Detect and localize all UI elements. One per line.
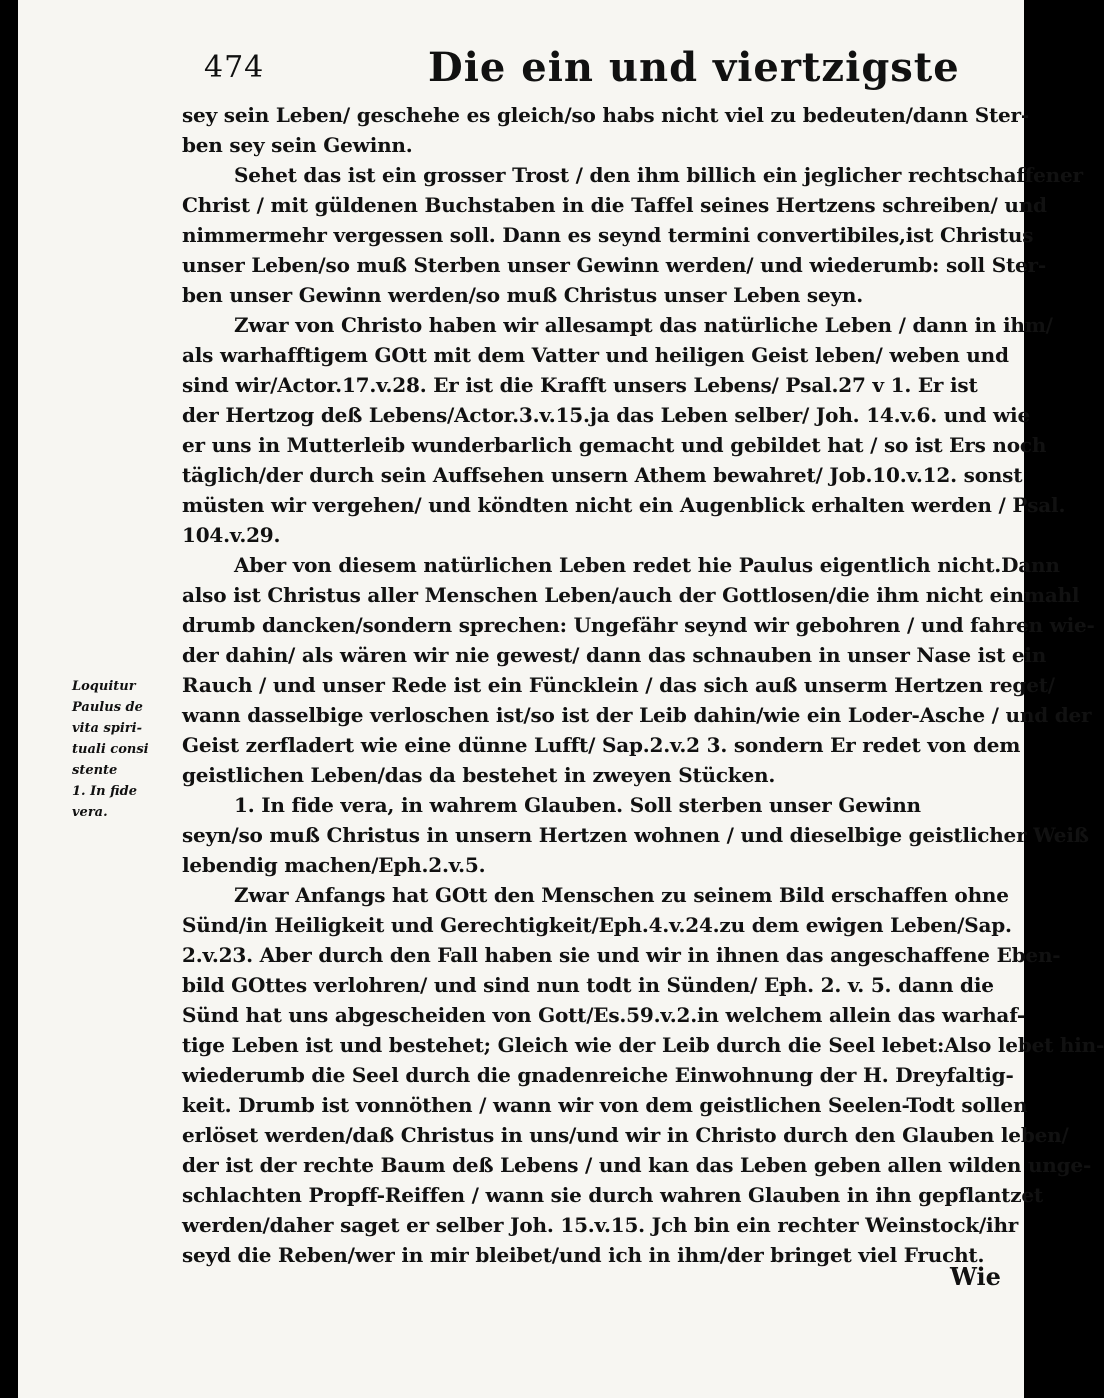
text-line: drumb dancken/sondern sprechen: Ungefähr seynd wir gebohren / und fahren wie-	[182, 613, 1095, 637]
margin-note-line: stente	[72, 763, 118, 778]
text-line: Sehet das ist ein grosser Trost / den ihm billich ein jeglicher rechtschaffener	[234, 163, 1083, 187]
text-line: sey sein Leben/ geschehe es gleich/so habs nicht viel zu bedeuten/dann Ster-	[182, 103, 1029, 127]
text-line: seyn/so muß Christus in unsern Hertzen wohnen / und dieselbige geistlicher Weiß	[182, 823, 1089, 847]
body-text	[182, 100, 1104, 1270]
text-line: unser Leben/so muß Sterben unser Gewinn werden/ und wiederumb: soll Ster-	[182, 253, 1046, 277]
text-line: wann dasselbige verloschen ist/so ist der Leib dahin/wie ein Loder-Asche / und der	[182, 703, 1092, 727]
text-line: tige Leben ist und bestehet; Gleich wie der Leib durch die Seel lebet:Also lebet hin-	[182, 1033, 1104, 1057]
text-line: seyd die Reben/wer in mir bleibet/und ich in ihm/der bringet viel Frucht.	[182, 1243, 985, 1267]
text-line: erlöset werden/daß Christus in uns/und wir in Christo durch den Glauben leben/	[182, 1123, 1069, 1147]
text-line: wiederumb die Seel durch die gnadenreiche Einwohnung der H. Dreyfaltig-	[182, 1063, 1014, 1087]
margin-note-line: vera.	[72, 805, 108, 820]
text-line: also ist Christus aller Menschen Leben/auch der Gottlosen/die ihm nicht einmahl	[182, 583, 1080, 607]
catchword: Wie	[950, 1262, 1001, 1291]
text-line: Geist zerfladert wie eine dünne Lufft/ Sap.2.v.2 3. sondern Er redet von dem	[182, 733, 1021, 757]
text-line: ben unser Gewinn werden/so muß Christus unser Leben seyn.	[182, 283, 864, 307]
margin-note-line: Loquitur	[72, 679, 136, 694]
text-line: geistlichen Leben/das da bestehet in zweyen Stücken.	[182, 763, 776, 787]
text-line: schlachten Propff-Reiffen / wann sie durch wahren Glauben in ihn gepflantzet	[182, 1183, 1043, 1207]
text-line: der Hertzog deß Lebens/Actor.3.v.15.ja das Leben selber/ Joh. 14.v.6. und wie	[182, 403, 1030, 427]
text-line: Sünd hat uns abgescheiden von Gott/Es.59.v.2.in welchem allein das warhaf-	[182, 1003, 1025, 1027]
text-line: bild GOttes verlohren/ und sind nun todt in Sünden/ Eph. 2. v. 5. dann die	[182, 973, 994, 997]
text-line: Sünd/in Heiligkeit und Gerechtigkeit/Eph.4.v.24.zu dem ewigen Leben/Sap.	[182, 913, 1012, 937]
text-line: nimmermehr vergessen soll. Dann es seynd termini convertibiles,ist Christus	[182, 223, 1034, 247]
text-line: 104.v.29.	[182, 523, 281, 547]
text-line: werden/daher saget er selber Joh. 15.v.15. Jch bin ein rechter Weinstock/ihr	[182, 1213, 1019, 1237]
text-line: als warhafftigem GOtt mit dem Vatter und heiligen Geist leben/ weben und	[182, 343, 1009, 367]
text-line: der ist der rechte Baum deß Lebens / und kan das Leben geben allen wilden unge-	[182, 1153, 1092, 1177]
margin-note-line: vita spiri-	[72, 721, 142, 736]
running-title: Die ein und viertzigste	[428, 44, 960, 91]
text-line: 1. In fide vera, in wahrem Glauben. Soll sterben unser Gewinn	[234, 793, 921, 817]
margin-note-line: Paulus de	[72, 700, 143, 715]
text-line: Zwar von Christo haben wir allesampt das natürliche Leben / dann in ihm/	[234, 313, 1053, 337]
margin-note-line: tuali consi	[72, 742, 149, 757]
text-line: täglich/der durch sein Auffsehen unsern Athem bewahret/ Job.10.v.12. sonst	[182, 463, 1023, 487]
page-number: 474	[204, 50, 265, 85]
text-line: sind wir/Actor.17.v.28. Er ist die Krafft unsers Lebens/ Psal.27 v 1. Er ist	[182, 373, 978, 397]
margin-note	[72, 676, 172, 823]
text-line: der dahin/ als wären wir nie gewest/ dann das schnauben in unser Nase ist ein	[182, 643, 1047, 667]
text-line: er uns in Mutterleib wunderbarlich gemacht und gebildet hat / so ist Ers noch	[182, 433, 1047, 457]
text-line: lebendig machen/Eph.2.v.5.	[182, 853, 486, 877]
text-line: Zwar Anfangs hat GOtt den Menschen zu seinem Bild erschaffen ohne	[234, 883, 1009, 907]
text-line: keit. Drumb ist vonnöthen / wann wir von dem geistlichen Seelen-Todt sollen	[182, 1093, 1028, 1117]
margin-note-line: 1. In fide	[72, 784, 137, 799]
text-line: 2.v.23. Aber durch den Fall haben sie und wir in ihnen das angeschaffene Eben-	[182, 943, 1061, 967]
text-line: Rauch / und unser Rede ist ein Füncklein / das sich auß unserm Hertzen reget/	[182, 673, 1055, 697]
text-line: ben sey sein Gewinn.	[182, 133, 413, 157]
text-line: Christ / mit güldenen Buchstaben in die Taffel seines Hertzens schreiben/ und	[182, 193, 1047, 217]
text-line: müsten wir vergehen/ und köndten nicht ein Augenblick erhalten werden / Psal.	[182, 493, 1066, 517]
text-line: Aber von diesem natürlichen Leben redet hie Paulus eigentlich nicht.Dann	[234, 553, 1060, 577]
